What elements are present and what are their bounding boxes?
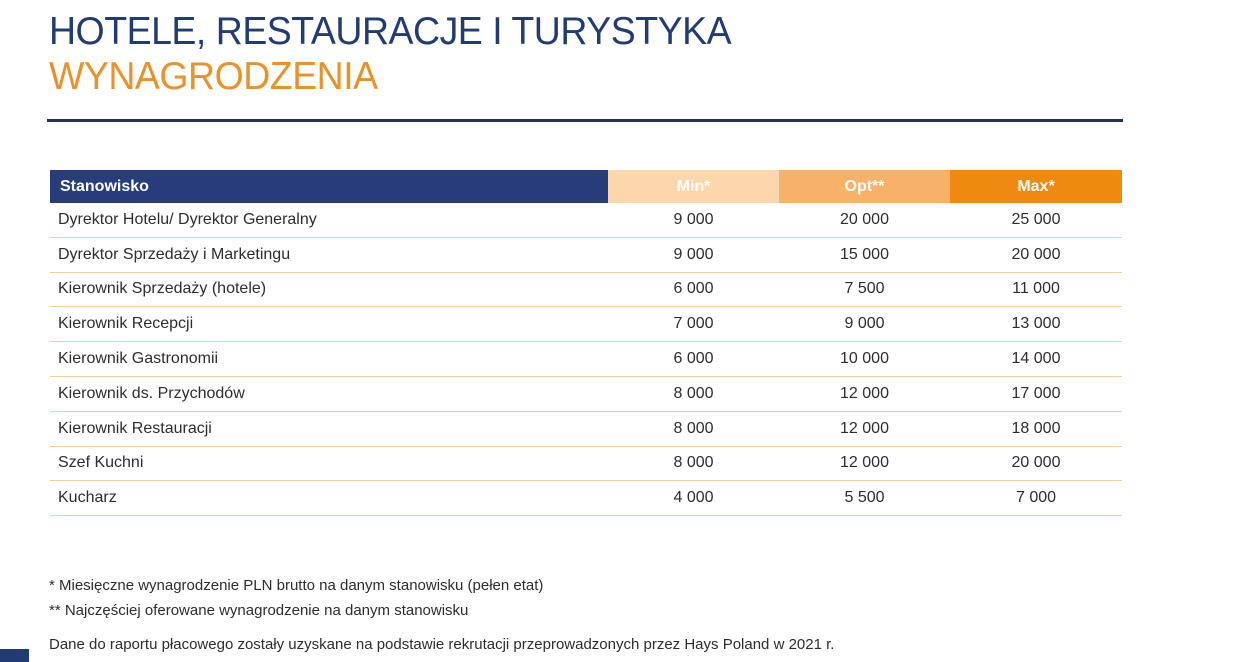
table-header-row bbox=[50, 170, 1122, 203]
column-header-max: Max* bbox=[950, 170, 1122, 203]
max-cell: 20 000 bbox=[1011, 245, 1061, 263]
min-cell: 9 000 bbox=[673, 210, 714, 228]
table-row bbox=[50, 377, 1122, 412]
max-cell: 25 000 bbox=[1011, 210, 1061, 228]
table-row bbox=[50, 481, 1122, 516]
max-cell: 17 000 bbox=[1011, 384, 1061, 402]
table-row bbox=[50, 238, 1122, 273]
salary-table bbox=[50, 170, 1122, 516]
max-cell: 7 000 bbox=[1015, 489, 1057, 507]
min-cell: 8 000 bbox=[673, 384, 714, 402]
min-cell: 6 000 bbox=[673, 350, 714, 368]
footnotes bbox=[49, 573, 543, 623]
min-cell: 6 000 bbox=[673, 280, 714, 298]
opt-cell: 12 000 bbox=[840, 419, 889, 437]
position-cell: Kierownik Recepcji bbox=[58, 315, 194, 333]
column-header-position: Stanowisko bbox=[50, 170, 608, 203]
corner-accent bbox=[0, 649, 29, 662]
max-cell: 20 000 bbox=[1011, 454, 1061, 472]
table-row bbox=[50, 273, 1122, 308]
opt-cell: 9 000 bbox=[844, 315, 885, 333]
opt-cell: 12 000 bbox=[840, 384, 889, 402]
min-cell: 8 000 bbox=[673, 419, 714, 437]
table-row bbox=[50, 307, 1122, 342]
page-title-sector: HOTELE, RESTAURACJE I TURYSTYKA bbox=[49, 10, 732, 53]
column-header-opt: Opt** bbox=[779, 170, 950, 203]
position-cell: Kierownik Gastronomii bbox=[58, 350, 219, 368]
max-cell: 18 000 bbox=[1011, 419, 1061, 437]
opt-cell: 10 000 bbox=[840, 350, 889, 368]
max-cell: 13 000 bbox=[1011, 315, 1061, 333]
position-cell: Dyrektor Sprzedaży i Marketingu bbox=[58, 245, 291, 263]
min-cell: 8 000 bbox=[673, 454, 714, 472]
opt-cell: 7 500 bbox=[844, 280, 885, 298]
position-cell: Kucharz bbox=[58, 489, 117, 507]
page-title-subtitle: WYNAGRODZENIA bbox=[49, 54, 378, 98]
column-header-min: Min* bbox=[608, 170, 779, 203]
max-cell: 14 000 bbox=[1011, 350, 1061, 368]
footnote-opt: ** Najczęściej oferowane wynagrodzenie na danym stanowisku bbox=[49, 602, 469, 619]
min-cell: 7 000 bbox=[673, 315, 714, 333]
position-cell: Dyrektor Hotelu/ Dyrektor Generalny bbox=[58, 210, 317, 228]
table-row bbox=[50, 203, 1122, 238]
position-cell: Kierownik ds. Przychodów bbox=[58, 384, 245, 402]
min-cell: 9 000 bbox=[673, 245, 714, 263]
opt-cell: 5 500 bbox=[844, 489, 885, 507]
footnote-min-max: * Miesięczne wynagrodzenie PLN brutto na danym stanowisku (pełen etat) bbox=[49, 577, 544, 594]
source-note: Dane do raportu płacowego zostały uzyskane na podstawie rekrutacji przeprowadzonych przez Hays Poland w 2021 r. bbox=[49, 636, 835, 653]
table-row bbox=[50, 412, 1122, 447]
min-cell: 4 000 bbox=[673, 489, 714, 507]
opt-cell: 12 000 bbox=[840, 454, 889, 472]
position-cell: Kierownik Sprzedaży (hotele) bbox=[58, 280, 267, 298]
max-cell: 11 000 bbox=[1012, 280, 1060, 298]
table-row bbox=[50, 447, 1122, 482]
title-divider bbox=[47, 119, 1123, 122]
page-title bbox=[49, 10, 760, 100]
position-cell: Szef Kuchni bbox=[58, 454, 144, 472]
opt-cell: 15 000 bbox=[840, 245, 889, 263]
opt-cell: 20 000 bbox=[840, 210, 889, 228]
table-row bbox=[50, 342, 1122, 377]
position-cell: Kierownik Restauracji bbox=[58, 419, 212, 437]
